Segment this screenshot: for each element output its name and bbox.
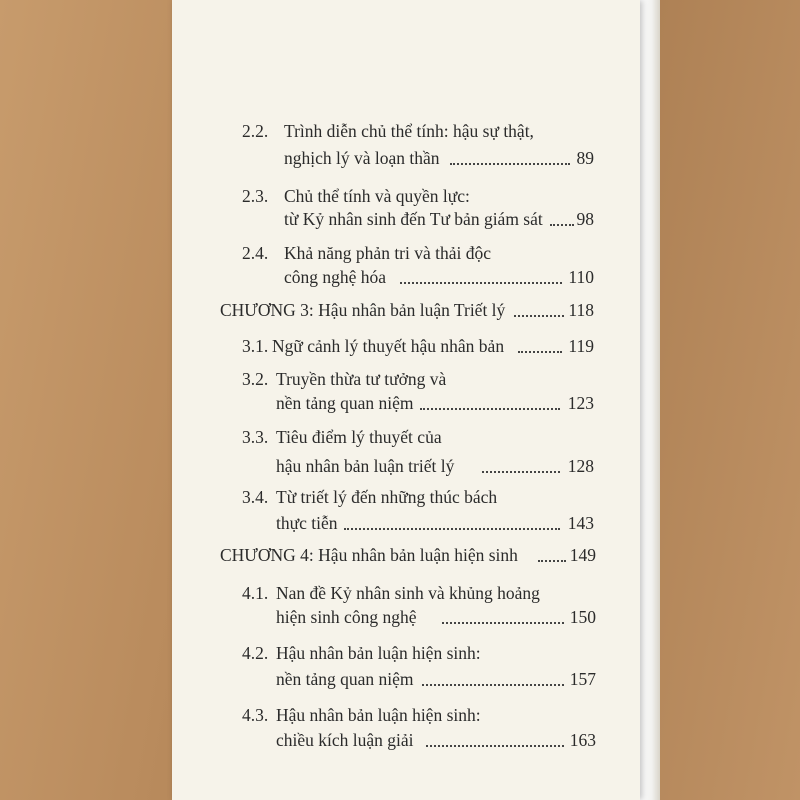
toc-title: Hậu nhân bản luận hiện sinh: <box>276 705 481 725</box>
toc-title: Khả năng phản tri và thải độc <box>284 243 492 263</box>
toc-number: 2.2. <box>242 121 269 141</box>
toc-entry-2-4-line2 <box>172 264 640 290</box>
dot-leader <box>426 719 564 747</box>
dot-leader <box>442 596 564 624</box>
toc-title-cont: hiện sinh công nghệ <box>276 607 417 627</box>
chapter-title: CHƯƠNG 3: Hậu nhân bản luận Triết lý <box>220 300 506 320</box>
dot-leader <box>420 382 560 410</box>
dot-leader <box>518 325 562 353</box>
toc-number: 4.2. <box>242 643 269 663</box>
toc-page-number: 89 <box>576 148 594 168</box>
toc-entry-4-2-line1 <box>172 640 640 666</box>
dot-leader <box>538 534 566 562</box>
toc-entry-2-2-line2 <box>172 145 640 171</box>
toc-entry-4-2-line2 <box>172 666 640 692</box>
dot-leader <box>422 658 564 686</box>
toc-page-number: 143 <box>567 513 594 533</box>
toc-page-number: 149 <box>569 545 596 565</box>
toc-page-number: 157 <box>569 669 596 689</box>
toc-title: Trình diễn chủ thể tính: hậu sự thật, <box>284 121 534 141</box>
toc-number: 3.1. <box>242 336 269 356</box>
toc-title: Từ triết lý đến những thúc bách <box>276 487 498 507</box>
toc-page-number: 123 <box>567 393 594 413</box>
toc-page-number: 150 <box>569 607 596 627</box>
toc-number: 4.3. <box>242 705 269 725</box>
toc-entry-4-1-line1 <box>172 580 640 606</box>
toc-number: 2.3. <box>242 186 269 206</box>
toc-page-number: 98 <box>576 209 594 229</box>
dot-leader <box>450 137 570 165</box>
toc-page-number: 163 <box>569 730 596 750</box>
toc-title-cont: thực tiễn <box>276 513 338 533</box>
toc-title: Hậu nhân bản luận hiện sinh: <box>276 643 481 663</box>
dot-leader <box>550 198 574 226</box>
toc-number: 3.4. <box>242 487 269 507</box>
toc-title-cont: chiều kích luận giải <box>276 730 414 750</box>
toc-entry-3-3-line2 <box>172 453 640 479</box>
chapter-title: CHƯƠNG 4: Hậu nhân bản luận hiện sinh <box>220 545 518 565</box>
toc-number: 4.1. <box>242 583 269 603</box>
toc-entry-2-3-line2 <box>172 206 640 232</box>
toc-title-cont: nền tảng quan niệm <box>276 669 414 689</box>
book-page <box>172 0 640 800</box>
toc-title-cont: công nghệ hóa <box>284 267 387 287</box>
toc-title: Nan đề Kỷ nhân sinh và khủng hoảng <box>276 583 540 603</box>
toc-page-number: 128 <box>567 456 594 476</box>
toc-title-cont: hậu nhân bản luận triết lý <box>276 456 455 476</box>
toc-title-cont: từ Kỷ nhân sinh đến Tư bản giám sát <box>284 209 543 229</box>
toc-entry-3-2-line2 <box>172 390 640 416</box>
toc-entry-3-3-line1 <box>172 424 640 450</box>
toc-number: 2.4. <box>242 243 269 263</box>
dot-leader <box>400 256 562 284</box>
dot-leader <box>482 445 560 473</box>
toc-page-number: 110 <box>568 267 594 287</box>
toc-entry-4-1-line2 <box>172 604 640 630</box>
dot-leader <box>344 502 560 530</box>
toc-number: 3.3. <box>242 427 269 447</box>
toc-title: Tiêu điểm lý thuyết của <box>276 427 442 447</box>
toc-title-cont: nền tảng quan niệm <box>276 393 414 413</box>
toc-chapter-4 <box>172 542 640 568</box>
toc-title: Truyền thừa tư tưởng và <box>276 369 447 389</box>
toc-entry-3-4-line2 <box>172 510 640 536</box>
toc-entry-3-2-line1 <box>172 366 640 392</box>
toc-entry-4-3-line2 <box>172 727 640 753</box>
toc-page-number: 119 <box>568 336 594 356</box>
page-edge <box>640 0 660 800</box>
toc-entry-3-1 <box>172 333 640 359</box>
toc-title: Ngữ cảnh lý thuyết hậu nhân bản <box>272 336 505 356</box>
toc-chapter-3 <box>172 297 640 323</box>
toc-number: 3.2. <box>242 369 269 389</box>
dot-leader <box>514 289 564 317</box>
toc-title-cont: nghịch lý và loạn thần <box>284 148 440 168</box>
toc-page-number: 118 <box>568 300 594 320</box>
toc-title: Chủ thể tính và quyền lực: <box>284 186 470 206</box>
toc-entry-4-3-line1 <box>172 702 640 728</box>
